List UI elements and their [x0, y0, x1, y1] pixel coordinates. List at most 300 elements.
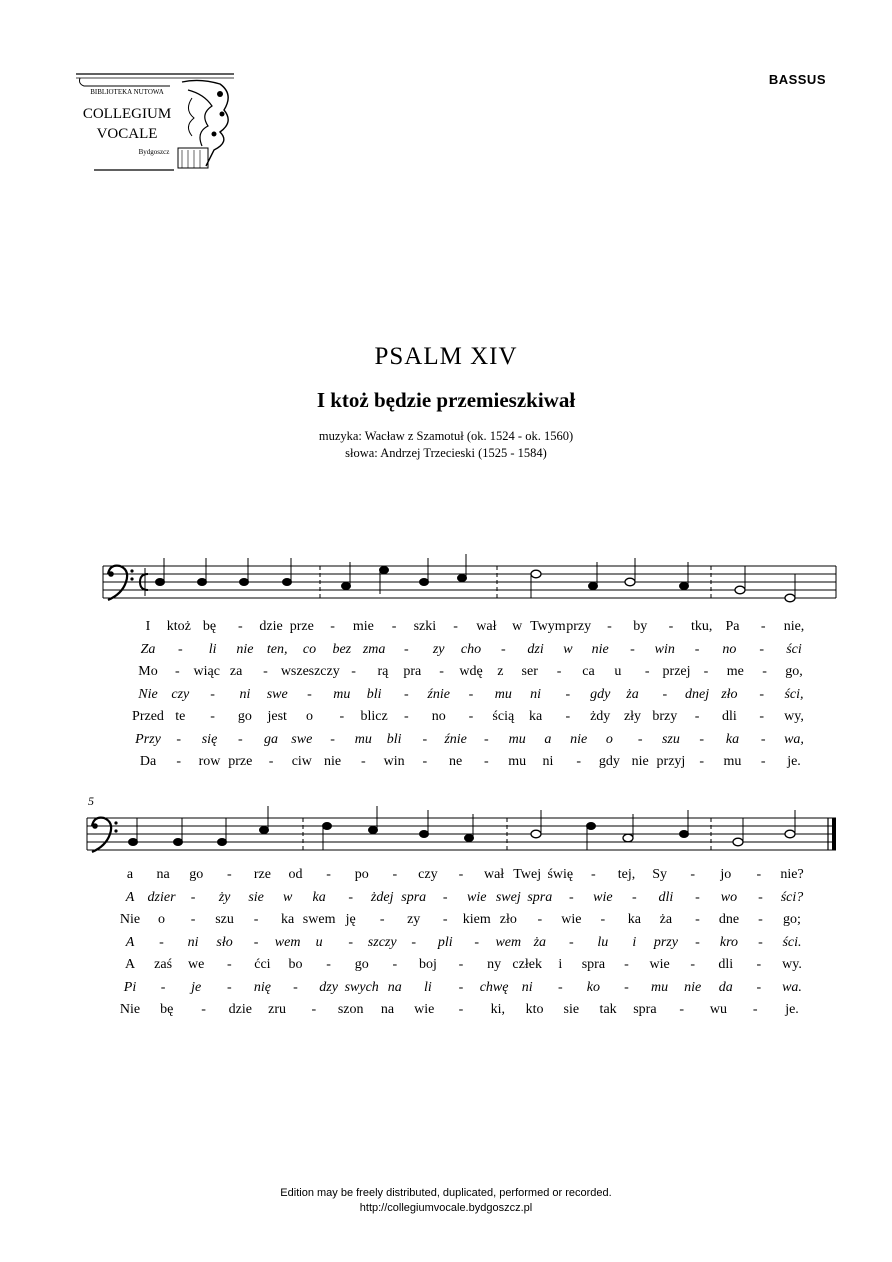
- lyric-syllable: tej,: [617, 867, 636, 882]
- lyric-syllable: -: [311, 1002, 317, 1017]
- lyric-syllable: -: [439, 664, 444, 679]
- lyric-syllable: Nie: [119, 1002, 141, 1017]
- lyric-syllable: przej: [662, 664, 691, 679]
- lyric-syllable: A: [125, 889, 135, 905]
- lyric-syllable: -: [263, 664, 268, 679]
- lyric-syllable: -: [500, 641, 506, 657]
- lyric-syllable: -: [695, 934, 700, 950]
- lyric-syllable: -: [756, 957, 762, 972]
- lyric-syllable: -: [557, 979, 563, 995]
- lyric-syllable: Za: [140, 641, 156, 657]
- lyric-syllable: -: [756, 867, 762, 882]
- lyric-syllable: wie: [414, 1002, 435, 1017]
- lyric-syllable: szu: [215, 912, 234, 927]
- lyric-syllable: swem: [302, 912, 336, 927]
- lyric-syllable: -: [537, 912, 543, 927]
- lyric-line: [0, 709, 892, 729]
- lyric-syllable: gdy: [598, 754, 620, 769]
- lyric-syllable: -: [484, 754, 489, 769]
- lyric-syllable: boj: [418, 957, 437, 972]
- lyric-syllable: I: [145, 619, 151, 634]
- lyric-syllable: ka: [627, 912, 641, 927]
- lyric-syllable: -: [607, 619, 612, 634]
- lyric-syllable: -: [568, 934, 574, 950]
- lyric-syllable: a: [126, 867, 134, 882]
- lyric-syllable: -: [404, 709, 409, 724]
- logo-text-line2: COLLEGIUM: [82, 106, 172, 122]
- lyric-syllable: bli: [366, 686, 382, 702]
- lyric-syllable: w: [512, 619, 523, 634]
- lyric-syllable: zy: [432, 641, 445, 657]
- lyric-syllable: nię: [253, 979, 271, 995]
- lyric-syllable: wie: [467, 889, 487, 905]
- page-subtitle: I ktoż będzie przemieszkiwał: [316, 388, 576, 412]
- lyric-syllable: -: [694, 709, 700, 724]
- lyric-syllable: -: [351, 664, 356, 679]
- lyric-syllable: wy,: [784, 709, 804, 724]
- lyric-line: [0, 687, 892, 707]
- lyric-syllable: no: [431, 709, 446, 724]
- lyric-syllable: li: [208, 641, 217, 657]
- lyric-syllable: sło: [216, 934, 233, 950]
- lyric-syllable: kto: [525, 1002, 544, 1017]
- lyric-syllable: bo: [288, 957, 303, 972]
- lyric-syllable: da: [718, 979, 733, 995]
- lyric-line: [0, 890, 892, 910]
- lyric-syllable: ktoż: [166, 619, 191, 634]
- lyric-syllable: spra: [527, 889, 553, 905]
- lyric-syllable: te: [175, 709, 186, 724]
- lyric-syllable: zru: [268, 1002, 287, 1017]
- lyric-syllable: czy: [418, 867, 438, 882]
- lyric-line: [0, 642, 892, 662]
- lyric-syllable: -: [176, 731, 182, 747]
- lyric-syllable: mu: [508, 731, 526, 747]
- lyric-syllable: -: [758, 889, 763, 905]
- lyric-syllable: i: [558, 957, 563, 972]
- lyric-syllable: spra: [581, 957, 606, 972]
- lyric-syllable: zy: [407, 912, 421, 927]
- lyric-syllable: żdy: [590, 709, 611, 724]
- lyric-syllable: -: [210, 709, 215, 724]
- lyric-syllable: gdy: [590, 686, 611, 702]
- lyric-syllable: -: [568, 889, 574, 905]
- lyric-syllable: go,: [785, 664, 803, 679]
- lyric-syllable: li: [424, 979, 432, 995]
- lyric-syllable: -: [699, 754, 705, 769]
- lyric-syllable: -: [392, 957, 398, 972]
- lyric-syllable: ni: [521, 979, 533, 995]
- lyric-syllable: -: [703, 664, 709, 679]
- lyric-syllable: czy: [171, 686, 190, 702]
- lyric-syllable: mie: [352, 619, 374, 634]
- lyric-syllable: od: [288, 867, 303, 882]
- lyric-syllable: Pa: [725, 619, 740, 634]
- lyric-syllable: -: [662, 686, 668, 702]
- lyric-syllable: i: [632, 934, 637, 950]
- lyric-syllable: dli: [718, 957, 734, 972]
- lyric-syllable: Przed: [132, 709, 164, 724]
- lyric-syllable: ni: [187, 934, 199, 950]
- page-title: PSALM XIV: [374, 343, 518, 370]
- lyric-syllable: -: [379, 912, 385, 927]
- lyric-syllable: Nie: [119, 912, 141, 927]
- lyric-syllable: A: [125, 934, 135, 950]
- lyric-syllable: wu: [709, 1002, 727, 1017]
- lyric-syllable: nie: [324, 754, 342, 769]
- lyric-syllable: -: [339, 709, 345, 724]
- lyric-syllable: ca: [582, 664, 595, 679]
- lyric-syllable: a: [544, 731, 552, 747]
- lyric-syllable: o: [158, 912, 166, 927]
- lyric-syllable: wo: [720, 889, 738, 905]
- lyric-syllable: rą: [377, 664, 389, 679]
- lyric-syllable: dli: [658, 889, 674, 905]
- lyric-syllable: nie?: [780, 867, 804, 882]
- lyric-syllable: chwę: [479, 979, 509, 995]
- measure-number: 5: [88, 794, 94, 808]
- lyric-syllable: je: [191, 979, 202, 995]
- lyric-syllable: dzy: [319, 979, 338, 995]
- lyric-syllable: -: [690, 867, 696, 882]
- lyric-syllable: -: [453, 619, 458, 634]
- lyric-syllable: na: [380, 1002, 395, 1017]
- lyric-syllable: spra: [401, 889, 427, 905]
- lyric-syllable: ki,: [490, 1002, 505, 1017]
- lyric-syllable: ko: [586, 979, 600, 995]
- logo-text-line3: VOCALE: [96, 126, 158, 142]
- lyric-syllable: bę: [160, 1002, 174, 1017]
- lyric-syllable: ści,: [784, 686, 804, 702]
- lyric-syllable: ka: [725, 731, 740, 747]
- lyric-syllable: Da: [139, 754, 157, 769]
- lyric-syllable: -: [411, 934, 417, 950]
- lyric-syllable: wiąc: [193, 664, 220, 679]
- lyric-syllable: u: [614, 664, 622, 679]
- lyric-syllable: Pi: [123, 979, 137, 995]
- lyric-syllable: nie: [570, 731, 588, 747]
- lyric-syllable: -: [695, 912, 700, 927]
- lyric-syllable: -: [253, 934, 259, 950]
- lyric-syllable: -: [759, 641, 765, 657]
- lyric-syllable: Przy: [135, 731, 161, 747]
- lyric-syllable: zło: [499, 912, 517, 927]
- lyric-syllable: ści?: [780, 889, 804, 905]
- lyric-syllable: przy: [566, 619, 592, 634]
- part-name: BASSUS: [768, 72, 826, 87]
- lyric-syllable: me: [726, 664, 744, 679]
- lyric-syllable: swe: [291, 731, 313, 747]
- lyric-syllable: mu: [723, 754, 742, 769]
- lyric-syllable: -: [694, 641, 700, 657]
- lyric-syllable: -: [760, 731, 766, 747]
- lyric-syllable: jest: [267, 709, 287, 724]
- lyric-syllable: dzie: [228, 1002, 252, 1017]
- lyric-syllable: swe: [266, 686, 288, 702]
- lyric-syllable: szon: [337, 1002, 364, 1017]
- lyric-syllable: -: [268, 754, 274, 769]
- lyric-syllable: -: [190, 889, 196, 905]
- lyric-syllable: -: [210, 686, 215, 702]
- lyric-syllable: -: [226, 867, 232, 882]
- lyric-syllable: wał: [483, 867, 505, 882]
- lyric-syllable: -: [176, 754, 182, 769]
- lyric-syllable: by: [633, 619, 648, 634]
- lyric-syllable: -: [237, 619, 243, 634]
- lyric-syllable: mu: [651, 979, 669, 995]
- notes-system-2: [129, 806, 796, 850]
- lyric-syllable: o: [306, 709, 313, 724]
- lyric-syllable: wa.: [782, 979, 802, 995]
- lyric-syllable: -: [293, 979, 298, 995]
- lyric-line: [0, 957, 892, 977]
- lyric-syllable: nie: [684, 979, 702, 995]
- lyric-syllable: bli: [386, 731, 402, 747]
- lyric-syllable: je.: [785, 1002, 799, 1017]
- lyric-syllable: żdej: [370, 889, 394, 905]
- lyric-syllable: na: [156, 867, 170, 882]
- lyric-syllable: mu: [333, 686, 351, 702]
- lyric-syllable: -: [404, 641, 409, 657]
- lyric-syllable: -: [630, 641, 635, 657]
- lyric-syllable: -: [307, 686, 312, 702]
- lyric-syllable: -: [442, 889, 448, 905]
- lyric-syllable: win: [383, 754, 405, 769]
- lyric-syllable: -: [458, 957, 464, 972]
- lyric-syllable: wy.: [782, 957, 802, 972]
- lyric-syllable: go: [189, 867, 204, 882]
- lyric-line: [0, 732, 892, 752]
- lyric-syllable: -: [468, 709, 474, 724]
- lyric-syllable: -: [752, 1002, 758, 1017]
- lyric-syllable: szczy: [308, 664, 340, 679]
- lyric-syllable: szczy: [367, 934, 397, 950]
- lyric-syllable: szu: [661, 731, 680, 747]
- lyric-syllable: w: [563, 641, 573, 657]
- lyric-syllable: mu: [494, 686, 512, 702]
- lyric-syllable: swej: [495, 889, 521, 905]
- lyric-syllable: -: [201, 1002, 206, 1017]
- lyric-syllable: człek: [512, 957, 542, 972]
- lyric-syllable: pra: [403, 664, 422, 679]
- lyric-syllable: wa,: [784, 731, 804, 747]
- lyric-syllable: dzi: [527, 641, 544, 657]
- lyric-syllable: -: [326, 867, 331, 882]
- lyric-syllable: pli: [437, 934, 453, 950]
- lyric-syllable: Twej: [513, 867, 542, 882]
- lyric-syllable: ni: [530, 686, 542, 702]
- lyric-syllable: szki: [413, 619, 437, 634]
- lyric-syllable: -: [175, 664, 180, 679]
- lyric-syllable: -: [695, 889, 700, 905]
- lyric-syllable: dnej: [685, 686, 710, 702]
- lyric-syllable: swych: [344, 979, 379, 995]
- logo-text-line1: BIBLIOTEKA NUTOWA: [90, 88, 164, 96]
- lyric-syllable: -: [644, 664, 650, 679]
- lyric-syllable: ża: [659, 912, 673, 927]
- lyric-syllable: -: [226, 979, 232, 995]
- lyric-syllable: ka: [528, 709, 543, 724]
- lyric-syllable: cho: [460, 641, 482, 657]
- lyric-syllable: źnie: [427, 686, 450, 702]
- lyric-syllable: ciw: [291, 754, 312, 769]
- lyric-syllable: wie: [593, 889, 613, 905]
- lyric-syllable: ka: [281, 912, 295, 927]
- lyric-line: [0, 912, 892, 932]
- lyric-syllable: nie: [236, 641, 254, 657]
- lyric-syllable: go: [354, 957, 369, 972]
- lyric-syllable: co: [302, 641, 317, 657]
- lyric-syllable: kro: [719, 934, 739, 950]
- lyric-syllable: tak: [599, 1002, 617, 1017]
- lyric-syllable: sie: [248, 889, 264, 905]
- lyric-syllable: row: [198, 754, 221, 769]
- lyric-syllable: -: [226, 957, 232, 972]
- lyric-syllable: ćci: [254, 957, 271, 972]
- lyric-syllable: sie: [563, 1002, 580, 1017]
- lyric-syllable: na: [387, 979, 402, 995]
- lyric-syllable: -: [458, 1002, 464, 1017]
- lyric-syllable: u: [315, 934, 323, 950]
- lyric-syllable: -: [330, 731, 335, 747]
- lyric-syllable: Sy: [652, 867, 667, 882]
- lyric-syllable: nie,: [783, 619, 805, 634]
- lyric-syllable: bę: [202, 619, 217, 634]
- lyric-syllable: -: [422, 754, 428, 769]
- lyric-syllable: we: [188, 957, 205, 972]
- lyric-syllable: dzier: [147, 889, 176, 905]
- lyric-syllable: -: [177, 641, 183, 657]
- lyric-syllable: -: [690, 957, 696, 972]
- lyric-syllable: mu: [508, 754, 527, 769]
- lyric-line: [0, 619, 892, 639]
- lyric-syllable: nie: [591, 641, 609, 657]
- lyric-syllable: -: [391, 619, 397, 634]
- lyric-syllable: się: [201, 731, 218, 747]
- lyric-syllable: A: [124, 957, 136, 972]
- lyric-syllable: ni: [542, 754, 554, 769]
- lyric-syllable: ny: [487, 957, 502, 972]
- lyric-syllable: -: [668, 619, 674, 634]
- lyric-syllable: ga: [264, 731, 279, 747]
- lyric-syllable: zły: [623, 709, 642, 724]
- lyric-syllable: -: [756, 979, 762, 995]
- lyric-syllable: wem: [274, 934, 301, 950]
- lyric-syllable: ne: [449, 754, 463, 769]
- lyric-syllable: -: [392, 867, 398, 882]
- lyric-syllable: go: [237, 709, 252, 724]
- lyric-syllable: -: [360, 754, 366, 769]
- lyric-syllable: zło: [721, 686, 738, 702]
- lyric-syllable: w: [282, 889, 293, 905]
- lyric-syllable: -: [404, 686, 409, 702]
- lyric-syllable: po: [354, 867, 369, 882]
- lyric-syllable: -: [759, 686, 765, 702]
- lyric-line: [0, 867, 892, 887]
- lyric-syllable: kiem: [462, 912, 491, 927]
- lyric-syllable: je.: [787, 754, 801, 769]
- lyric-syllable: nie: [631, 754, 649, 769]
- lyric-syllable: -: [468, 686, 474, 702]
- lyric-syllable: -: [458, 979, 464, 995]
- lyric-syllable: -: [422, 731, 428, 747]
- lyric-syllable: no: [722, 641, 737, 657]
- lyric-syllable: -: [624, 979, 629, 995]
- lyric-syllable: wie: [649, 957, 670, 972]
- lyric-syllable: wem: [495, 934, 522, 950]
- lyric-syllable: prze: [228, 754, 253, 769]
- lyric-syllable: ścią: [492, 709, 515, 724]
- lyric-syllable: Twym: [530, 619, 566, 634]
- lyric-syllable: -: [348, 934, 353, 950]
- lyric-syllable: -: [326, 957, 331, 972]
- footer: [0, 1186, 892, 1216]
- lyric-syllable: ka: [312, 889, 326, 905]
- lyric-syllable: -: [159, 934, 164, 950]
- lyric-syllable: wdę: [459, 664, 483, 679]
- lyric-syllable: lu: [597, 934, 609, 950]
- lyric-syllable: -: [330, 619, 335, 634]
- lyric-syllable: -: [624, 957, 629, 972]
- lyric-syllable: zma: [362, 641, 386, 657]
- lyric-syllable: ża: [533, 934, 547, 950]
- lyric-syllable: za: [229, 664, 243, 679]
- lyric-syllable: ści.: [782, 934, 802, 950]
- lyric-syllable: świę: [547, 867, 574, 882]
- lyric-syllable: -: [758, 934, 763, 950]
- lyric-syllable: -: [190, 912, 196, 927]
- lyric-line: [0, 664, 892, 684]
- lyric-line: [0, 1002, 892, 1022]
- lyric-syllable: Mo: [138, 664, 158, 679]
- lyric-syllable: ni: [239, 686, 251, 702]
- lyric-syllable: -: [591, 867, 596, 882]
- lyric-syllable: ję: [345, 912, 356, 927]
- lyric-line: [0, 980, 892, 1000]
- footer-license: Edition may be freely distributed, duplicated, performed or recorded.: [280, 1187, 612, 1199]
- lyric-syllable: dli: [722, 709, 737, 724]
- lyric-syllable: wie: [561, 912, 582, 927]
- lyric-syllable: przyj: [656, 754, 686, 769]
- lyric-syllable: rze: [253, 867, 271, 882]
- lyric-syllable: -: [237, 731, 243, 747]
- lyric-syllable: przy: [653, 934, 678, 950]
- lyric-syllable: -: [758, 912, 763, 927]
- lyric-syllable: win: [654, 641, 675, 657]
- lyric-syllable: go;: [783, 912, 801, 927]
- lyric-syllable: -: [759, 709, 765, 724]
- lyric-syllable: -: [760, 619, 766, 634]
- lyric-syllable: ści: [786, 641, 802, 657]
- lyric-syllable: spra: [633, 1002, 657, 1017]
- lyric-syllable: jo: [720, 867, 732, 882]
- lyric-syllable: -: [160, 979, 166, 995]
- music-credit: muzyka: Wacław z Szamotuł (ok. 1524 - ok. 1560): [318, 429, 574, 443]
- lyric-syllable: -: [699, 731, 705, 747]
- footer-url: http://collegiumvocale.bydgoszcz.pl: [359, 1202, 533, 1214]
- lyric-syllable: -: [637, 731, 643, 747]
- lyric-syllable: mu: [354, 731, 372, 747]
- lyric-syllable: Nie: [138, 686, 158, 702]
- lyric-syllable: -: [762, 664, 767, 679]
- lyric-syllable: dzie: [259, 619, 283, 634]
- lyric-syllable: -: [600, 912, 606, 927]
- lyric-syllable: ża: [626, 686, 639, 702]
- logo-text-line4: Bydgoszcz: [138, 148, 170, 156]
- lyric-syllable: blicz: [360, 709, 388, 724]
- lyric-syllable: -: [565, 686, 571, 702]
- lyric-syllable: brzy: [652, 709, 678, 724]
